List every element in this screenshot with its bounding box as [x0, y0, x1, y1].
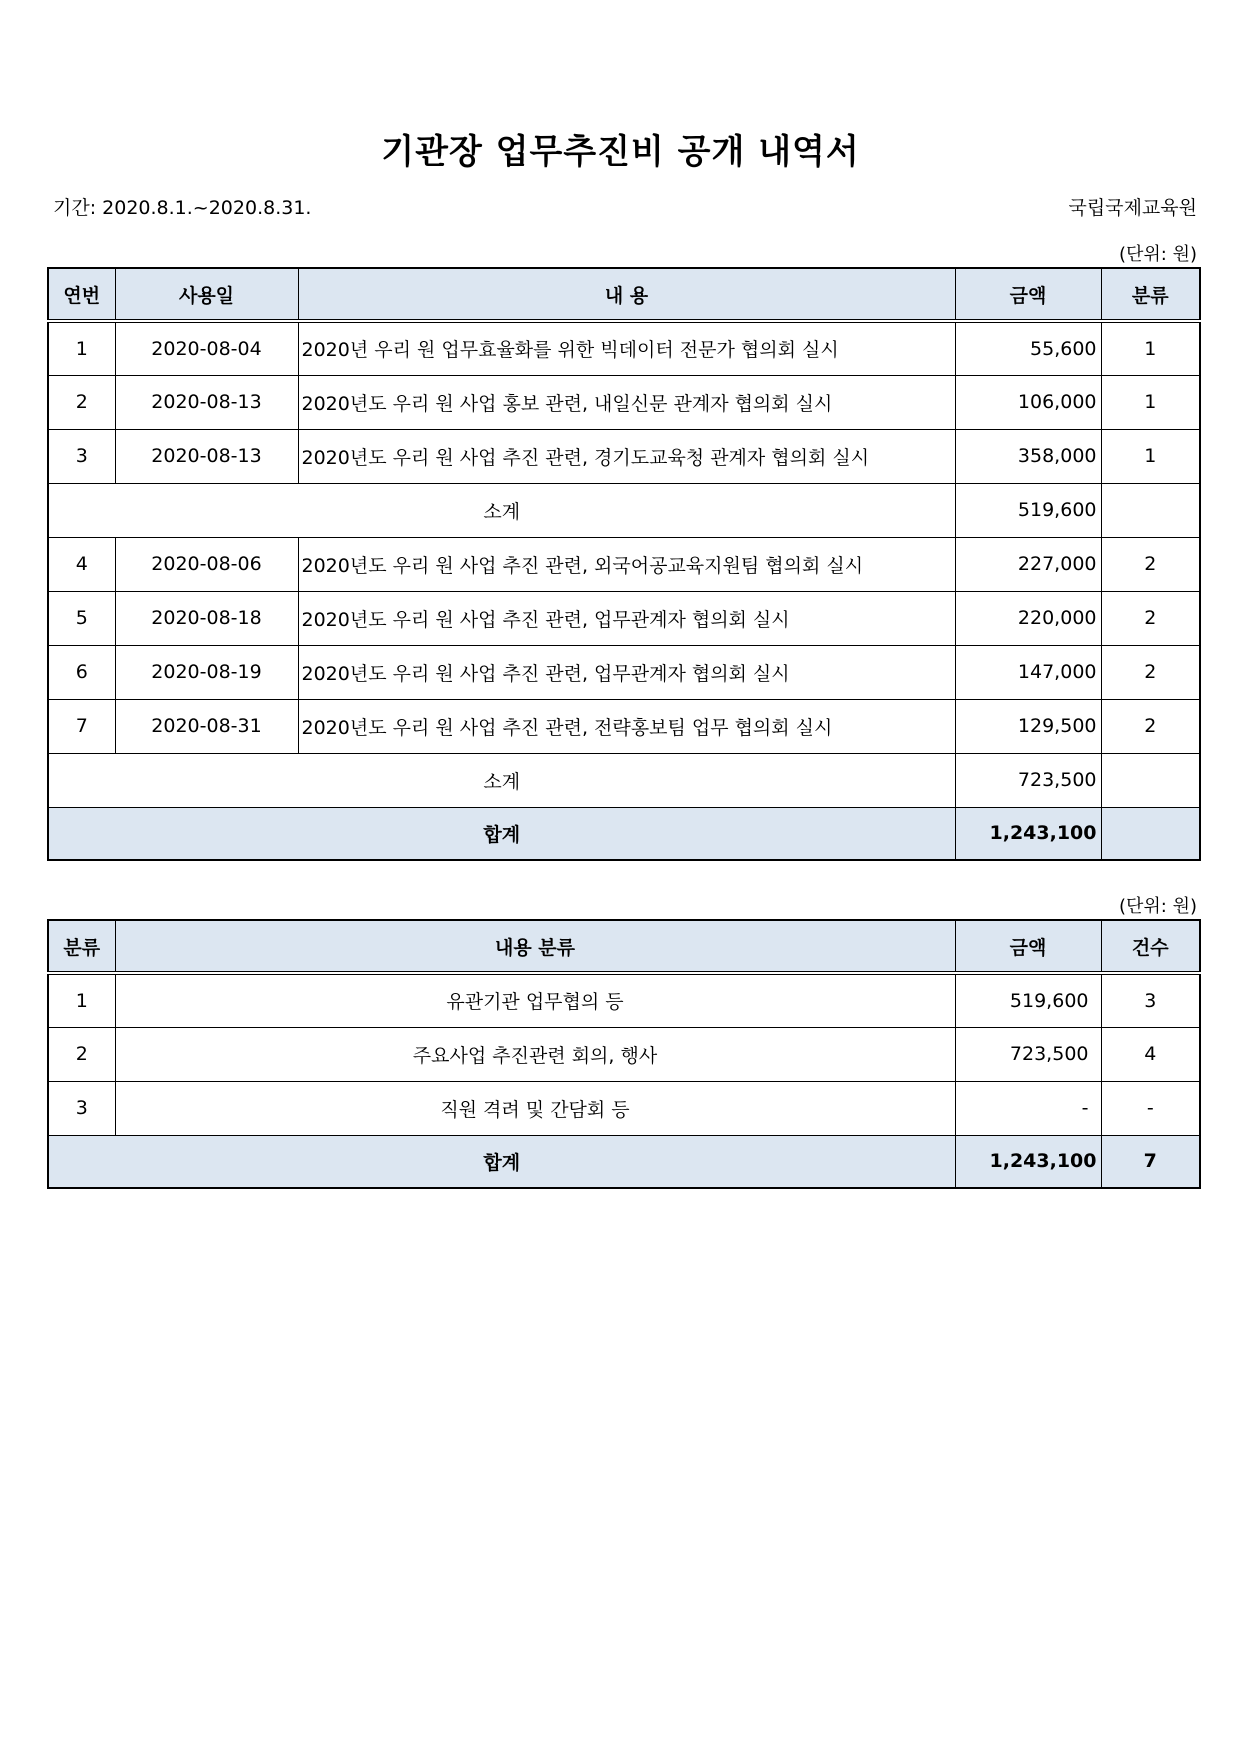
- expense-table: [47, 267, 1201, 861]
- total-amount: 1,243,100: [955, 807, 1101, 860]
- row-category: 1: [1101, 429, 1200, 483]
- header-category: 분류: [1101, 268, 1200, 321]
- subtotal-empty: [1101, 753, 1200, 807]
- row-amount: 723,500: [955, 1027, 1101, 1081]
- row-no: 7: [48, 699, 115, 753]
- row-amount: 227,000: [955, 537, 1101, 591]
- total-amount: 1,243,100: [955, 1135, 1101, 1188]
- row-date: 2020-08-18: [115, 591, 298, 645]
- row-date: 2020-08-19: [115, 645, 298, 699]
- subtotal-label: 소계: [48, 753, 955, 807]
- row-amount: -: [955, 1081, 1101, 1135]
- row-description: 2020년도 우리 원 사업 홍보 관련, 내일신문 관계자 협의회 실시: [298, 375, 955, 429]
- table-row: [48, 591, 1200, 645]
- row-category: 1: [1101, 375, 1200, 429]
- row-no: 5: [48, 591, 115, 645]
- category-summary-table: [47, 919, 1201, 1189]
- row-category: 2: [1101, 699, 1200, 753]
- subtotal-amount: 519,600: [955, 483, 1101, 537]
- row-description: 2020년도 우리 원 사업 추진 관련, 경기도교육청 관계자 협의회 실시: [298, 429, 955, 483]
- table-row: [48, 973, 1200, 1027]
- table-row: [48, 699, 1200, 753]
- row-category-name: 주요사업 추진관련 회의, 행사: [115, 1027, 955, 1081]
- row-amount: 220,000: [955, 591, 1101, 645]
- row-amount: 129,500: [955, 699, 1101, 753]
- row-no: 3: [48, 429, 115, 483]
- subtotal-amount: 723,500: [955, 753, 1101, 807]
- table-row: [48, 429, 1200, 483]
- subtotal-row: [48, 753, 1200, 807]
- row-category: 2: [48, 1027, 115, 1081]
- row-amount: 106,000: [955, 375, 1101, 429]
- row-category: 2: [1101, 645, 1200, 699]
- header-description: 내 용: [298, 268, 955, 321]
- row-description: 2020년도 우리 원 사업 추진 관련, 업무관계자 협의회 실시: [298, 645, 955, 699]
- row-description: 2020년도 우리 원 사업 추진 관련, 업무관계자 협의회 실시: [298, 591, 955, 645]
- row-date: 2020-08-04: [115, 321, 298, 375]
- row-amount: 55,600: [955, 321, 1101, 375]
- row-no: 6: [48, 645, 115, 699]
- row-date: 2020-08-31: [115, 699, 298, 753]
- header-amount: 금액: [955, 920, 1101, 973]
- table-row: [48, 645, 1200, 699]
- row-description: 2020년도 우리 원 사업 추진 관련, 전략홍보팀 업무 협의회 실시: [298, 699, 955, 753]
- total-row: [48, 1135, 1200, 1188]
- period-label: 기간: 2020.8.1.~2020.8.31.: [53, 197, 312, 219]
- subtotal-empty: [1101, 483, 1200, 537]
- row-no: 4: [48, 537, 115, 591]
- table-row: [48, 321, 1200, 375]
- row-category: 1: [48, 973, 115, 1027]
- header-amount: 금액: [955, 268, 1101, 321]
- row-date: 2020-08-06: [115, 537, 298, 591]
- row-description: 2020년도 우리 원 사업 추진 관련, 외국어공교육지원팀 협의회 실시: [298, 537, 955, 591]
- row-amount: 358,000: [955, 429, 1101, 483]
- total-label: 합계: [48, 1135, 955, 1188]
- row-count: 3: [1101, 973, 1200, 1027]
- row-category-name: 직원 격려 및 간담회 등: [115, 1081, 955, 1135]
- row-category: 1: [1101, 321, 1200, 375]
- table-row: [48, 375, 1200, 429]
- table-row: [48, 537, 1200, 591]
- header-no: 연번: [48, 268, 115, 321]
- header-category: 분류: [48, 920, 115, 973]
- page-title: 기관장 업무추진비 공개 내역서: [381, 132, 860, 172]
- row-amount: 147,000: [955, 645, 1101, 699]
- table-row: [48, 1027, 1200, 1081]
- total-count: 7: [1101, 1135, 1200, 1188]
- row-no: 2: [48, 375, 115, 429]
- row-count: 4: [1101, 1027, 1200, 1081]
- row-amount: 519,600: [955, 973, 1101, 1027]
- total-empty: [1101, 807, 1200, 860]
- header-date: 사용일: [115, 268, 298, 321]
- unit-label-2: (단위: 원): [1119, 896, 1197, 917]
- row-no: 1: [48, 321, 115, 375]
- row-date: 2020-08-13: [115, 429, 298, 483]
- row-category-name: 유관기관 업무협의 등: [115, 973, 955, 1027]
- row-description: 2020년 우리 원 업무효율화를 위한 빅데이터 전문가 협의회 실시: [298, 321, 955, 375]
- total-label: 합계: [48, 807, 955, 860]
- row-date: 2020-08-13: [115, 375, 298, 429]
- subtotal-row: [48, 483, 1200, 537]
- subtotal-label: 소계: [48, 483, 955, 537]
- row-category: 2: [1101, 591, 1200, 645]
- organization-name: 국립국제교육원: [1068, 197, 1197, 219]
- unit-label-1: (단위: 원): [1119, 244, 1197, 265]
- table-row: [48, 1081, 1200, 1135]
- header-category-name: 내용 분류: [115, 920, 955, 973]
- header-count: 건수: [1101, 920, 1200, 973]
- row-count: -: [1101, 1081, 1200, 1135]
- row-category: 2: [1101, 537, 1200, 591]
- row-category: 3: [48, 1081, 115, 1135]
- total-row: [48, 807, 1200, 860]
